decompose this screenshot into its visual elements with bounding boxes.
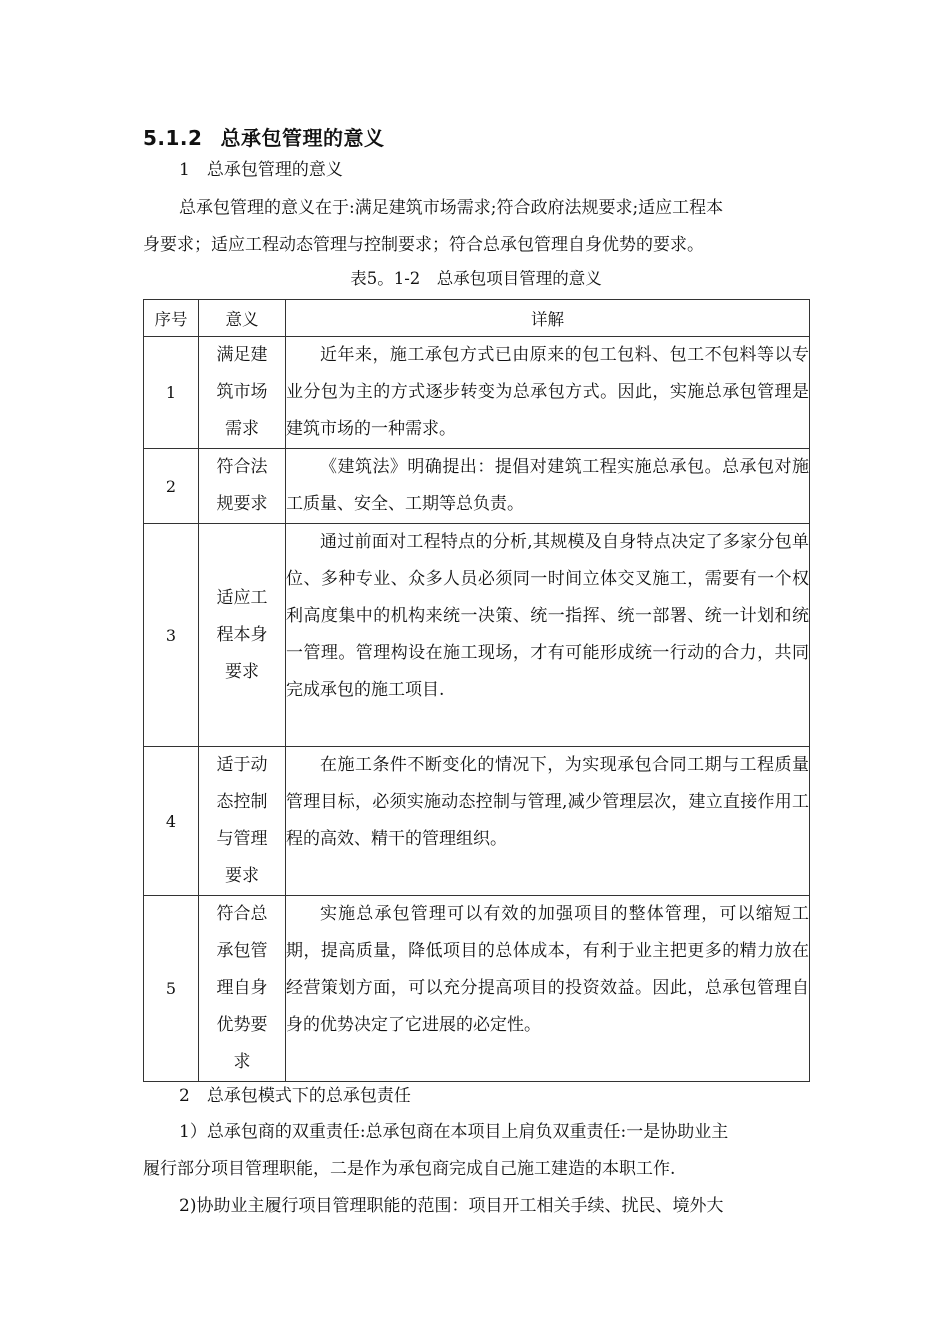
row-detail: 实施总承包管理可以有效的加强项目的整体管理，可以缩短工期，提高质量，降低项目的总体成本，有利于业主把更多的精力放在经营策划方面，可以充分提高项目的投资效益。因此，总承包管理自身的优势决定了它进展的必定性。 bbox=[286, 896, 810, 1082]
header-meaning: 意义 bbox=[199, 300, 286, 337]
section-heading bbox=[143, 122, 384, 151]
meaning-line: 适应工 bbox=[216, 587, 268, 608]
meaning-line: 满足建 bbox=[216, 345, 268, 365]
row-meaning bbox=[199, 449, 286, 524]
para1-line-2: 履行部分项目管理职能，二是作为承包商完成自己施工建造的本职工作. bbox=[143, 1159, 676, 1179]
meaning-line: 适于动 bbox=[216, 755, 268, 775]
row-detail: 近年来，施工承包方式已由原来的包工包料、包工不包料等以专业分包为主的方式逐步转变为总承包方式。因此，实施总承包管理是建筑市场的一种需求。 bbox=[286, 337, 810, 449]
row-detail: 在施工条件不断变化的情况下，为实现承包合同工期与工程质量管理目标，必须实施动态控制与管理,减少管理层次，建立直接作用工程的高效、精干的管理组织。 bbox=[286, 747, 810, 896]
row-seq: 3 bbox=[144, 524, 199, 747]
meaning-line: 符合总 bbox=[216, 904, 268, 924]
meaning-line: 规要求 bbox=[216, 494, 268, 514]
meaning-line: 需求 bbox=[225, 419, 259, 439]
section-title: 总承包管理的意义 bbox=[220, 126, 385, 150]
table-row bbox=[144, 747, 810, 896]
intro-line-1: 总承包管理的意义在于:满足建筑市场需求;符合政府法规要求;适应工程本 bbox=[179, 198, 724, 218]
section-number: 5.1.2 bbox=[143, 126, 203, 150]
row-seq: 1 bbox=[144, 337, 199, 449]
row-detail: 《建筑法》明确提出：提倡对建筑工程实施总承包。总承包对施工质量、安全、工期等总负责。 bbox=[286, 449, 810, 524]
row-seq: 4 bbox=[144, 747, 199, 896]
table-row bbox=[144, 524, 810, 747]
table-row bbox=[144, 896, 810, 1082]
meaning-line: 程本身 bbox=[216, 624, 268, 645]
intro-line-2: 身要求；适应工程动态管理与控制要求；符合总承包管理自身优势的要求。 bbox=[143, 235, 704, 255]
header-seq: 序号 bbox=[144, 300, 199, 337]
row-detail: 通过前面对工程特点的分析,其规模及自身特点决定了多家分包单位、多种专业、众多人员必须同一时间立体交叉施工，需要有一个权利高度集中的机构来统一决策、统一指挥、统一部署、统一计划和统一管理。管理构设在施工现场，才有可能形成统一行动的合力，共同完成承包的施工项目. bbox=[286, 524, 810, 747]
row-meaning bbox=[199, 337, 286, 449]
table-row bbox=[144, 337, 810, 449]
meaning-table bbox=[143, 299, 810, 1082]
meaning-line: 态控制 bbox=[216, 792, 268, 812]
meaning-line: 与管理 bbox=[216, 829, 268, 849]
meaning-line: 符合法 bbox=[216, 457, 268, 477]
row-seq: 2 bbox=[144, 449, 199, 524]
meaning-line: 承包管 bbox=[216, 941, 268, 961]
row-seq: 5 bbox=[144, 896, 199, 1082]
para2-line-1: 2)协助业主履行项目管理职能的范围：项目开工相关手续、扰民、境外大 bbox=[179, 1196, 724, 1216]
row-meaning bbox=[199, 896, 286, 1082]
meaning-line: 筑市场 bbox=[216, 382, 268, 402]
meaning-line: 求 bbox=[233, 1052, 251, 1072]
table-header-row bbox=[144, 300, 810, 337]
meaning-line: 理自身 bbox=[216, 978, 268, 998]
meaning-line: 要求 bbox=[225, 866, 259, 886]
para1-line-1: 1）总承包商的双重责任:总承包商在本项目上肩负双重责任:一是协助业主 bbox=[179, 1122, 729, 1142]
subheading-1: 1 总承包管理的意义 bbox=[179, 160, 343, 180]
row-meaning bbox=[199, 524, 286, 747]
subheading-2: 2 总承包模式下的总承包责任 bbox=[179, 1086, 411, 1106]
table-row bbox=[144, 449, 810, 524]
header-detail: 详解 bbox=[286, 300, 810, 337]
row-meaning bbox=[199, 747, 286, 896]
meaning-line: 优势要 bbox=[216, 1015, 268, 1035]
meaning-line: 要求 bbox=[225, 661, 259, 682]
table-caption: 表5。1-2 总承包项目管理的意义 bbox=[350, 269, 602, 288]
